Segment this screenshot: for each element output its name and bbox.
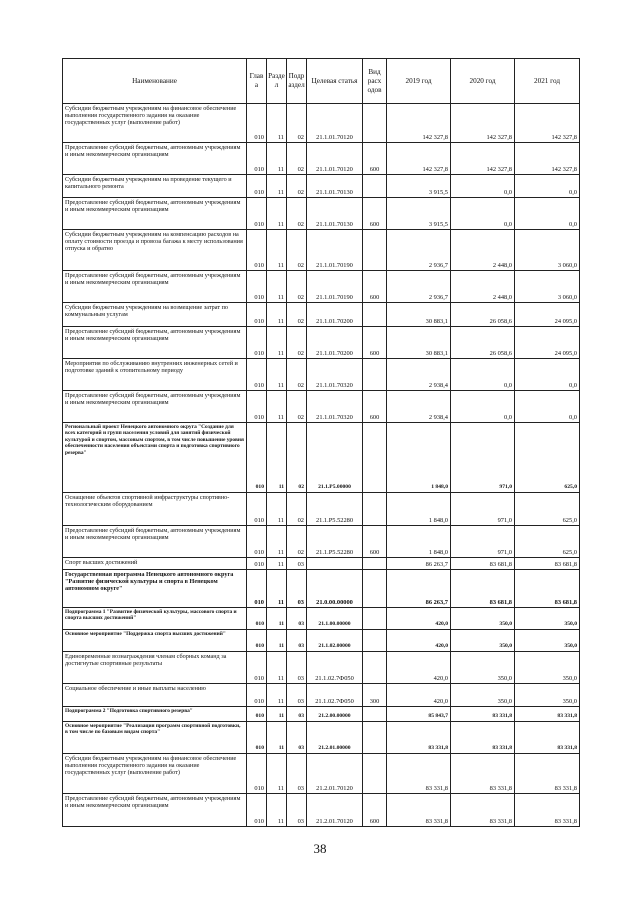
row-subsection: 03: [287, 570, 307, 608]
row-name: Предоставление субсидий бюджетным, автономным учреждениям и иным некоммерческим организациям: [63, 198, 247, 230]
row-value-2020: 142 327,8: [451, 143, 515, 175]
table-row: [63, 175, 580, 198]
row-expense-type: [363, 175, 387, 198]
row-expense-type: [363, 608, 387, 630]
row-section: 11: [267, 684, 287, 707]
row-target-article: 21.1.01.70320: [307, 359, 363, 391]
row-target-article: 21.1.01.70200: [307, 327, 363, 359]
row-target-article: 21.1.01.70200: [307, 303, 363, 327]
header-name: Наименование: [63, 59, 247, 104]
row-section: 11: [267, 526, 287, 558]
row-expense-type: [363, 558, 387, 570]
row-section: 11: [267, 754, 287, 794]
row-name: Региональный проект Ненецкого автономного округа "Создание для всех категорий и групп населения условий для занятий физической культурой и спортом, массовым спортом, в том числе повышение уровня обеспеченности населения объектами спорта и подготовка спортивного резерва": [63, 423, 247, 493]
row-value-2021: 350,0: [515, 652, 580, 684]
header-2019: 2019 год: [387, 59, 451, 104]
row-section: 11: [267, 722, 287, 754]
row-value-2021: 83 331,8: [515, 722, 580, 754]
row-chapter: 010: [247, 570, 267, 608]
table-row: [63, 526, 580, 558]
row-value-2019: 86 263,7: [387, 558, 451, 570]
row-value-2021: 625,0: [515, 493, 580, 526]
row-chapter: 010: [247, 493, 267, 526]
table-row: [63, 722, 580, 754]
row-value-2020: 350,0: [451, 652, 515, 684]
table-row: [63, 104, 580, 143]
row-name: Мероприятия по обслуживанию внутренних инженерных сетей и подготовке зданий к отопительному периоду: [63, 359, 247, 391]
row-expense-type: [363, 230, 387, 271]
row-expense-type: [363, 722, 387, 754]
row-chapter: 010: [247, 652, 267, 684]
row-value-2019: 420,0: [387, 684, 451, 707]
row-section: 11: [267, 271, 287, 303]
row-chapter: 010: [247, 423, 267, 493]
table-row: [63, 303, 580, 327]
row-subsection: 03: [287, 608, 307, 630]
row-chapter: 010: [247, 143, 267, 175]
row-name: Субсидии бюджетным учреждениям на компенсацию расходов на оплату стоимости проезда и провоза багажа к месту использования отпуска и обратно: [63, 230, 247, 271]
row-value-2019: 83 331,8: [387, 754, 451, 794]
row-subsection: 02: [287, 271, 307, 303]
row-chapter: 010: [247, 754, 267, 794]
row-section: 11: [267, 570, 287, 608]
row-value-2021: 83 331,8: [515, 794, 580, 827]
row-chapter: 010: [247, 630, 267, 652]
row-expense-type: [363, 359, 387, 391]
row-value-2021: 83 681,8: [515, 570, 580, 608]
row-subsection: 03: [287, 722, 307, 754]
table-body: [63, 104, 580, 827]
row-target-article: 21.1.01.70120: [307, 104, 363, 143]
row-value-2019: 86 263,7: [387, 570, 451, 608]
row-value-2019: 83 331,8: [387, 722, 451, 754]
row-expense-type: [363, 570, 387, 608]
row-expense-type: 600: [363, 526, 387, 558]
table-row: [63, 391, 580, 423]
row-subsection: 02: [287, 198, 307, 230]
row-value-2020: 350,0: [451, 630, 515, 652]
row-value-2019: 420,0: [387, 608, 451, 630]
header-row: [63, 59, 580, 104]
row-target-article: 21.1.P5.52280: [307, 493, 363, 526]
row-value-2021: 350,0: [515, 630, 580, 652]
row-chapter: 010: [247, 608, 267, 630]
row-chapter: 010: [247, 303, 267, 327]
row-chapter: 010: [247, 198, 267, 230]
row-name: Предоставление субсидий бюджетным, автономным учреждениям и иным некоммерческим организациям: [63, 526, 247, 558]
row-chapter: 010: [247, 175, 267, 198]
row-value-2019: 420,0: [387, 652, 451, 684]
row-chapter: 010: [247, 526, 267, 558]
row-name: Оснащение объектов спортивной инфраструктуры спортивно-технологическим оборудованием: [63, 493, 247, 526]
row-name: Государственная программа Ненецкого автономного округа "Развитие физической культуры и спорта в Ненецком автономном округе": [63, 570, 247, 608]
row-value-2019: 2 936,7: [387, 230, 451, 271]
row-chapter: 010: [247, 359, 267, 391]
row-section: 11: [267, 391, 287, 423]
row-value-2020: 971,0: [451, 493, 515, 526]
row-expense-type: [363, 104, 387, 143]
row-value-2020: 83 681,8: [451, 570, 515, 608]
table-row: [63, 707, 580, 722]
row-name: Предоставление субсидий бюджетным, автономным учреждениям и иным некоммерческим организациям: [63, 143, 247, 175]
header-2021: 2021 год: [515, 59, 580, 104]
row-value-2021: 350,0: [515, 684, 580, 707]
header-chapter: Глав а: [247, 59, 267, 104]
row-section: 11: [267, 652, 287, 684]
row-chapter: 010: [247, 707, 267, 722]
row-value-2019: 1 848,0: [387, 493, 451, 526]
row-section: 11: [267, 423, 287, 493]
row-value-2021: 24 095,0: [515, 303, 580, 327]
row-value-2020: 83 331,8: [451, 722, 515, 754]
row-chapter: 010: [247, 722, 267, 754]
row-value-2019: 1 848,0: [387, 526, 451, 558]
row-expense-type: 600: [363, 198, 387, 230]
row-target-article: 21.0.00.00000: [307, 570, 363, 608]
header-2020: 2020 год: [451, 59, 515, 104]
row-name: Предоставление субсидий бюджетным, автономным учреждениям и иным некоммерческим организациям: [63, 327, 247, 359]
table-row: [63, 327, 580, 359]
row-subsection: 02: [287, 359, 307, 391]
row-value-2021: 0,0: [515, 359, 580, 391]
row-value-2020: 971,0: [451, 526, 515, 558]
row-value-2021: 0,0: [515, 175, 580, 198]
row-value-2021: 142 327,8: [515, 143, 580, 175]
row-value-2020: 2 448,0: [451, 230, 515, 271]
row-value-2021: 83 681,8: [515, 558, 580, 570]
row-value-2021: 350,0: [515, 608, 580, 630]
row-value-2020: 83 331,8: [451, 794, 515, 827]
row-value-2019: 142 327,8: [387, 104, 451, 143]
row-value-2021: 625,0: [515, 423, 580, 493]
row-section: 11: [267, 707, 287, 722]
row-section: 11: [267, 198, 287, 230]
row-value-2020: 0,0: [451, 391, 515, 423]
row-subsection: 03: [287, 794, 307, 827]
row-name: Единовременные вознаграждения членам сборных команд за достигнутые спортивные результаты: [63, 652, 247, 684]
row-value-2019: 83 331,8: [387, 794, 451, 827]
table-row: [63, 652, 580, 684]
row-name: Основное мероприятие "Поддержка спорта высших достижений": [63, 630, 247, 652]
row-value-2021: 142 327,8: [515, 104, 580, 143]
row-subsection: 02: [287, 143, 307, 175]
page-number: 38: [313, 841, 327, 856]
row-target-article: 21.1.01.70130: [307, 198, 363, 230]
row-name: Подпрограмма 2 "Подготовка спортивного резерва": [63, 707, 247, 722]
budget-table: [62, 58, 580, 827]
row-value-2021: 0,0: [515, 198, 580, 230]
row-section: 11: [267, 327, 287, 359]
row-value-2020: 2 448,0: [451, 271, 515, 303]
row-section: 11: [267, 230, 287, 271]
row-value-2019: 2 938,4: [387, 359, 451, 391]
table-row: [63, 271, 580, 303]
row-expense-type: [363, 303, 387, 327]
row-target-article: 21.2.01.70120: [307, 794, 363, 827]
row-name: Предоставление субсидий бюджетным, автономным учреждениям и иным некоммерческим организациям: [63, 391, 247, 423]
row-subsection: 02: [287, 327, 307, 359]
row-chapter: 010: [247, 230, 267, 271]
row-name: Спорт высших достижений: [63, 558, 247, 570]
row-target-article: 21.1.02.7Ф050: [307, 652, 363, 684]
table-row: [63, 143, 580, 175]
table-row: [63, 608, 580, 630]
row-name: Субсидии бюджетным учреждениям на финансовое обеспечение выполнения государственного задания на оказание государственных услуг (выполнение работ): [63, 104, 247, 143]
table-row: [63, 359, 580, 391]
row-value-2019: 3 915,5: [387, 175, 451, 198]
row-value-2019: 3 915,5: [387, 198, 451, 230]
row-expense-type: 600: [363, 794, 387, 827]
row-expense-type: 600: [363, 391, 387, 423]
row-expense-type: [363, 423, 387, 493]
row-value-2021: 3 060,0: [515, 230, 580, 271]
row-value-2020: 83 681,8: [451, 558, 515, 570]
row-section: 11: [267, 303, 287, 327]
row-subsection: 02: [287, 493, 307, 526]
row-value-2019: 142 327,8: [387, 143, 451, 175]
row-subsection: 03: [287, 652, 307, 684]
row-subsection: 02: [287, 175, 307, 198]
row-value-2021: 625,0: [515, 526, 580, 558]
row-value-2019: 30 883,1: [387, 327, 451, 359]
row-value-2019: 2 938,4: [387, 391, 451, 423]
row-value-2020: 26 058,6: [451, 303, 515, 327]
row-target-article: 21.1.P5.00000: [307, 423, 363, 493]
row-name: Субсидии бюджетным учреждениям на проведение текущего и капитального ремонта: [63, 175, 247, 198]
row-subsection: 02: [287, 391, 307, 423]
row-subsection: 02: [287, 303, 307, 327]
budget-table-container: [62, 58, 579, 827]
row-value-2019: 420,0: [387, 630, 451, 652]
header-target-article: Целевая статья: [307, 59, 363, 104]
row-expense-type: [363, 493, 387, 526]
row-section: 11: [267, 794, 287, 827]
table-row: [63, 230, 580, 271]
row-name: Основное мероприятие "Реализация программ спортивной подготовки, в том числе по базовым видам спорта": [63, 722, 247, 754]
row-subsection: 03: [287, 558, 307, 570]
table-row: [63, 794, 580, 827]
row-value-2020: 83 331,8: [451, 754, 515, 794]
row-subsection: 03: [287, 754, 307, 794]
row-section: 11: [267, 104, 287, 143]
row-expense-type: 300: [363, 684, 387, 707]
header-expense-type: Вид расх одов: [363, 59, 387, 104]
row-subsection: 02: [287, 104, 307, 143]
row-target-article: [307, 558, 363, 570]
row-value-2020: 0,0: [451, 359, 515, 391]
row-value-2020: 142 327,8: [451, 104, 515, 143]
table-row: [63, 198, 580, 230]
table-row: [63, 423, 580, 493]
row-target-article: 21.2.01.00000: [307, 722, 363, 754]
row-value-2021: 83 331,8: [515, 754, 580, 794]
row-target-article: 21.1.01.70190: [307, 230, 363, 271]
row-chapter: 010: [247, 104, 267, 143]
row-value-2020: 83 331,8: [451, 707, 515, 722]
row-section: 11: [267, 175, 287, 198]
row-chapter: 010: [247, 271, 267, 303]
row-target-article: 21.1.01.70120: [307, 143, 363, 175]
row-subsection: 03: [287, 707, 307, 722]
row-name: Предоставление субсидий бюджетным, автономным учреждениям и иным некоммерческим организациям: [63, 794, 247, 827]
row-subsection: 03: [287, 630, 307, 652]
row-expense-type: 600: [363, 327, 387, 359]
row-value-2021: 3 060,0: [515, 271, 580, 303]
table-row: [63, 684, 580, 707]
row-value-2021: 24 095,0: [515, 327, 580, 359]
row-name: Предоставление субсидий бюджетным, автономным учреждениям и иным некоммерческим организациям: [63, 271, 247, 303]
row-value-2020: 350,0: [451, 684, 515, 707]
row-value-2020: 26 058,6: [451, 327, 515, 359]
row-section: 11: [267, 608, 287, 630]
row-target-article: 21.2.01.70120: [307, 754, 363, 794]
row-chapter: 010: [247, 391, 267, 423]
row-expense-type: [363, 652, 387, 684]
table-row: [63, 570, 580, 608]
row-section: 11: [267, 143, 287, 175]
row-target-article: 21.2.00.00000: [307, 707, 363, 722]
row-subsection: 02: [287, 526, 307, 558]
row-target-article: 21.1.02.7Ф050: [307, 684, 363, 707]
row-chapter: 010: [247, 327, 267, 359]
table-row: [63, 754, 580, 794]
row-section: 11: [267, 558, 287, 570]
row-value-2019: 85 843,7: [387, 707, 451, 722]
row-expense-type: 600: [363, 143, 387, 175]
row-expense-type: [363, 707, 387, 722]
row-target-article: 21.1.00.00000: [307, 608, 363, 630]
row-value-2020: 350,0: [451, 608, 515, 630]
row-value-2020: 0,0: [451, 175, 515, 198]
row-section: 11: [267, 630, 287, 652]
row-section: 11: [267, 493, 287, 526]
row-chapter: 010: [247, 558, 267, 570]
row-target-article: 21.1.P5.52280: [307, 526, 363, 558]
row-section: 11: [267, 359, 287, 391]
row-value-2020: 971,0: [451, 423, 515, 493]
row-target-article: 21.1.01.70320: [307, 391, 363, 423]
header-subsection: Подр аздел: [287, 59, 307, 104]
row-value-2019: 30 883,1: [387, 303, 451, 327]
row-value-2021: 0,0: [515, 391, 580, 423]
row-subsection: 02: [287, 423, 307, 493]
row-expense-type: 600: [363, 271, 387, 303]
table-row: [63, 558, 580, 570]
row-expense-type: [363, 754, 387, 794]
header-section: Разде л: [267, 59, 287, 104]
table-row: [63, 493, 580, 526]
row-value-2019: 2 936,7: [387, 271, 451, 303]
row-chapter: 010: [247, 684, 267, 707]
row-name: Субсидии бюджетным учреждениям на финансовое обеспечение выполнения государственного задания на оказание государственных услуг (выполнение работ): [63, 754, 247, 794]
row-target-article: 21.1.01.70190: [307, 271, 363, 303]
row-name: Субсидии бюджетным учреждениям на возмещение затрат по коммунальным услугам: [63, 303, 247, 327]
row-value-2019: 1 848,0: [387, 423, 451, 493]
row-value-2020: 0,0: [451, 198, 515, 230]
row-expense-type: [363, 630, 387, 652]
row-name: Социальное обеспечение и иные выплаты населению: [63, 684, 247, 707]
row-value-2021: 83 331,8: [515, 707, 580, 722]
row-target-article: 21.1.02.00000: [307, 630, 363, 652]
row-subsection: 02: [287, 230, 307, 271]
row-name: Подпрограмма 1 "Развитие физической культуры, массового спорта и спорта высших достижений": [63, 608, 247, 630]
row-subsection: 03: [287, 684, 307, 707]
table-row: [63, 630, 580, 652]
row-target-article: 21.1.01.70130: [307, 175, 363, 198]
row-chapter: 010: [247, 794, 267, 827]
